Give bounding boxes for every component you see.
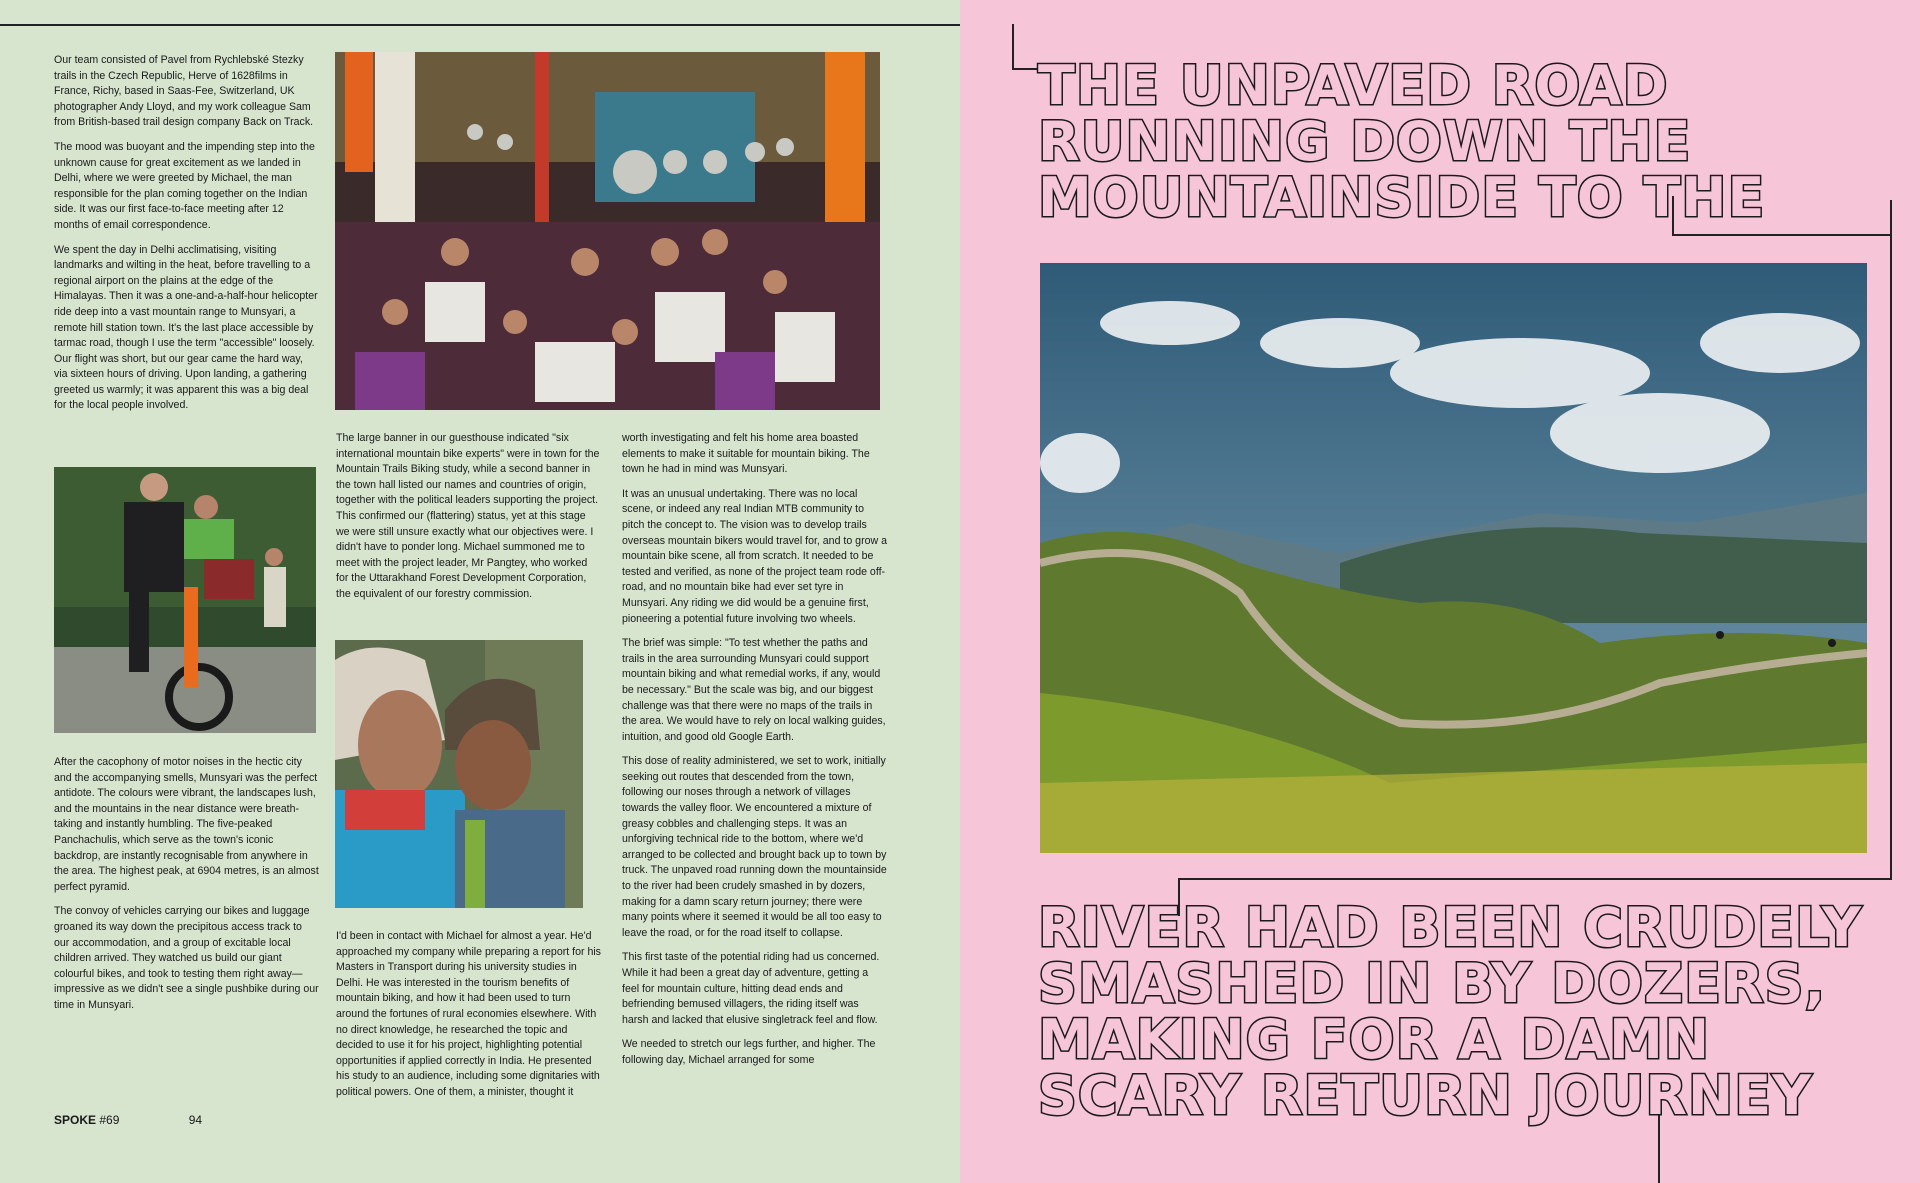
paragraph: Our team consisted of Pavel from Rychlebské Stezky trails in the Czech Republic, Herve of 1628films in France, Richy, based in Saas-Fee, Switzerland, UK photographer Andy Lloyd, and my work colleague Sam from British-based trail design company Back on Track. bbox=[54, 54, 314, 129]
column-2-bottom bbox=[336, 929, 601, 1110]
magazine-brand: SPOKE bbox=[54, 1113, 97, 1127]
riders-photo bbox=[54, 467, 316, 733]
paragraph: We needed to stretch our legs further, and higher. The following day, Michael arranged for some bbox=[622, 1038, 876, 1066]
headline-line: SMASHED IN BY DOZERS, bbox=[1038, 952, 1826, 1015]
paragraph: This first taste of the potential riding had us concerned. While it had been a great day of adventure, getting a feel for mountain culture, hitting dead ends and befriending bemused villagers, the riding itself was harsh and lacked that elusive singletrack feel and flow. bbox=[622, 951, 880, 1026]
pull-quote-top bbox=[1038, 54, 1766, 229]
pull-quote-bottom bbox=[1038, 896, 1863, 1127]
village-women-photo bbox=[335, 640, 583, 908]
headline-line: THE UNPAVED ROAD bbox=[1038, 54, 1669, 117]
paragraph: This dose of reality administered, we set to work, initially seeking out routes that descended from the town, following our noses through a network of villages towards the valley floor. We encountered a mixture of greasy cobbles and challenging steps. It was an unforgiving technical ride to the bottom, where we'd arranged to be collected and brought back up to town by truck. The unpaved road running down the mountainside to the river had been crudely smashed in by dozers, making for a damn scary return journey; there were many points where it seemed it would be all too easy to leave the road, or for the road itself to collapse. bbox=[622, 755, 887, 939]
paragraph: I'd been in contact with Michael for almost a year. He'd approached my company while preparing a report for his Masters in Transport during his university studies in Delhi. He was interested in the tourism benefits of mountain biking, and how it had been used to turn around the fortunes of rural economies elsewhere. With no direct knowledge, he researched the topic and decided to use it for his project, highlighting potential opportunities if applied correctly in India. He presented his study to an audience, including some dignitaries with political powers. One of them, a minister, thought it bbox=[336, 930, 601, 1098]
paragraph: The convoy of vehicles carrying our bikes and luggage groaned its way down the precipitous access track to our accommodation, and a group of excitable local children arrived. They watched us build our giant colourful bikes, and took to testing them right away—impressive as we didn't see a single pushbike during our time in Munsyari. bbox=[54, 905, 319, 1011]
paragraph: It was an unusual undertaking. There was no local scene, or indeed any real Indian MTB community to pitch the concept to. The vision was to develop trails overseas mountain bikers would travel for, and to grow a mountain bike scene, all from scratch. It needed to be tested and verified, as none of the project team rode off-road, and no mountain bike had ever set tyre in Munsyari. Any riding we did would be a genuine first, pioneering a potential future involving two wheels. bbox=[622, 487, 887, 625]
headline-line: SCARY RETURN JOURNEY bbox=[1038, 1064, 1813, 1127]
paragraph: The large banner in our guesthouse indicated "six international mountain bike experts" were in town for the Mountain Trails Biking study, while a second banner in the town hall listed our names and countries of origin, together with the political leaders supporting the project. This confirmed our (flattering) status, yet at this stage we were still unsure exactly what our objectives were. I didn't have to ponder long. Michael summoned me to meet with the project leader, Mr Pangtey, who worked for the Uttarakhand Forest Development Corporation, the equivalent of our forestry commission. bbox=[336, 432, 600, 600]
headline-line: RUNNING DOWN THE bbox=[1038, 110, 1692, 173]
issue-number: #69 bbox=[99, 1113, 120, 1127]
paragraph: We spent the day in Delhi acclimatising, visiting landmarks and wilting in the heat, before travelling to a regional airport on the plains at the edge of the Himalayas. Then it was a one-and-a-half-hour helicopter ride deep into a vast mountain range to Munsyari, a remote hill station town. It's the last place accessible by tarmac road, though I use the term "accessible" loosely. Our flight was short, but our gear came the hard way, via sixteen hours of driving. Upon landing, a gathering greeted us warmly; it was apparent this was a big deal for the local people involved. bbox=[54, 243, 318, 412]
festival-crowd-photo bbox=[335, 52, 880, 410]
column-1-top bbox=[54, 53, 319, 423]
column-2-middle bbox=[336, 431, 601, 612]
headline-line: MAKING FOR A DAMN bbox=[1038, 1008, 1711, 1071]
right-edge-rule bbox=[1890, 200, 1892, 880]
headline-bracket-top bbox=[1012, 24, 1014, 70]
headline-underline-rule bbox=[1672, 234, 1892, 236]
mountain-trail-photo bbox=[1040, 263, 1867, 853]
page-footer bbox=[54, 1113, 202, 1127]
column-1-bottom bbox=[54, 755, 319, 1023]
headline-line: MOUNTAINSIDE TO THE bbox=[1038, 166, 1766, 229]
paragraph: The brief was simple: "To test whether the paths and trails in the area surrounding Munsyari could support mountain biking and what remedial works, if any, would be necessary." But the scale was big, and our biggest challenge was that there were no maps of the trails in the area. We would have to rely on local walking guides, intuition, and good old Google Earth. bbox=[622, 637, 886, 743]
lower-connector-rule bbox=[1178, 878, 1892, 880]
page-number: 94 bbox=[188, 1113, 203, 1127]
headline-line: RIVER HAD BEEN CRUDELY bbox=[1038, 896, 1863, 959]
column-3 bbox=[622, 431, 887, 1078]
paragraph: The mood was buoyant and the impending step into the unknown cause for great excitement as we landed in Delhi, where we were greeted by Michael, the man responsible for the plan coming together on the Indian side. It was our first face-to-face meeting after 12 months of email correspondence. bbox=[54, 140, 315, 231]
paragraph: After the cacophony of motor noises in the hectic city and the accompanying smells, Munsyari was the perfect antidote. The colours were vibrant, the landscapes lush, and the mountains in the near distance were breath-taking and instantly humbling. The five-peaked Panchachulis, which serve as the town's iconic backdrop, are instantly recognisable from anywhere in the area. The highest peak, at 6904 metres, is an almost perfect pyramid. bbox=[54, 756, 319, 893]
paragraph: worth investigating and felt his home area boasted elements to make it suitable for mountain biking. The town he had in mind was Munsyari. bbox=[622, 432, 870, 476]
